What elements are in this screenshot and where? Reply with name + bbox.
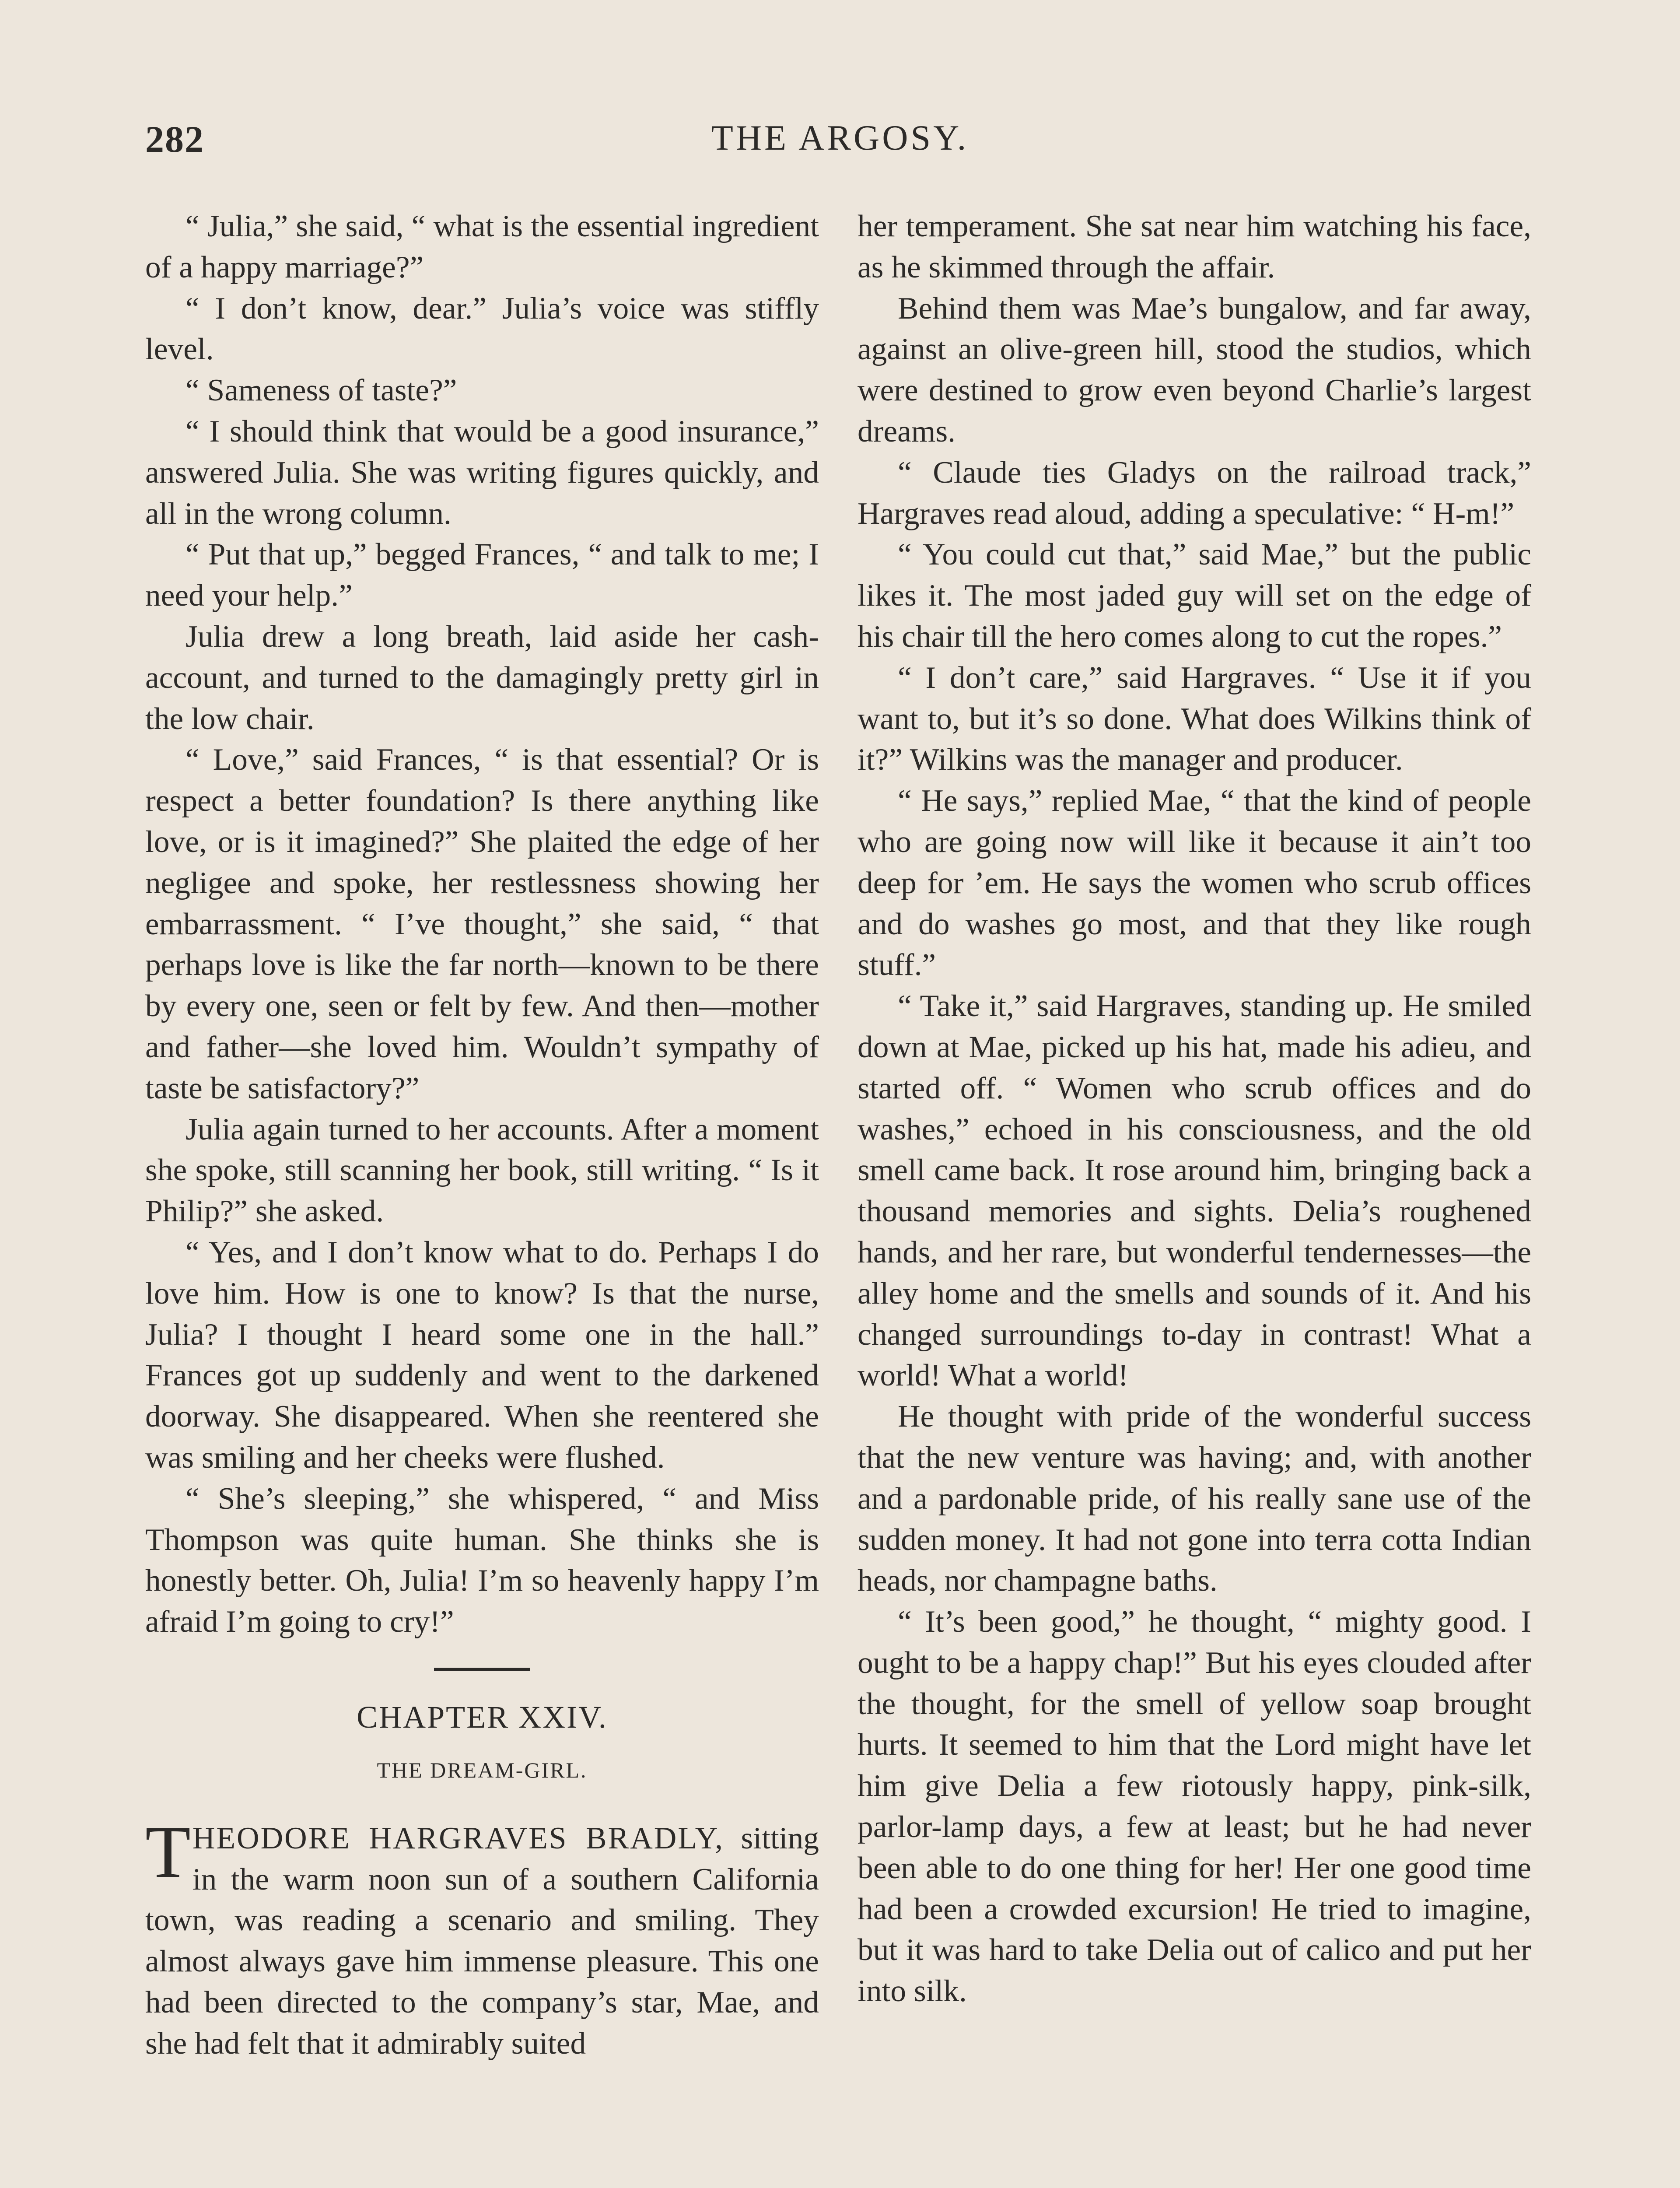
paragraph: “ I don’t know, dear.” Julia’s voice was stiffly level. (145, 291, 819, 367)
paragraph: her temperament. She sat near him watching his face, as he skimmed through the affair. (858, 209, 1531, 284)
opening-small-caps: HEODORE HARGRAVES BRADLY, (192, 1820, 724, 1855)
paragraph: “ Put that up,” begged Frances, “ and talk to me; I need your help.” (145, 537, 819, 613)
left-column (145, 206, 819, 2064)
paragraph: Behind them was Mae’s bungalow, and far away, against an olive-green hill, stood the studios, which were destined to grow even beyond Charlie’s largest dreams. (858, 291, 1531, 449)
paragraph: “ Sameness of taste?” (186, 373, 457, 408)
paragraph: “ Love,” said Frances, “ is that essential? Or is respect a better foundation? Is there anything like love, or is it imagined?” She plaited the edge of her negligee and spoke, her restlessness showing her embarrassment. “ I’ve thought,” she said, “ that perhaps love is like the far north—known to be there by every one, seen or felt by few. And then—mother and father—she loved him. Wouldn’t sympathy of taste be satisfactory?” (145, 742, 819, 1105)
paragraph: “ You could cut that,” said Mae,” but the public likes it. The most jaded guy will set on the edge of his chair till the hero comes along to cut the ropes.” (858, 537, 1531, 654)
paragraph: “ She’s sleeping,” she whispered, “ and Miss Thompson was quite human. She thinks she is honestly better. Oh, Julia! I’m so heavenly happy I’m afraid I’m going to cry!” (145, 1481, 819, 1639)
paragraph: “ He says,” replied Mae, “ that the kind of people who are going now will like it because it ain’t too deep for ’em. He says the women who scrub offices and do washes go most, and that they like rough stuff.” (858, 783, 1531, 982)
drop-cap: T (145, 1810, 191, 1893)
page-number: 282 (145, 118, 204, 160)
paragraph: “ Yes, and I don’t know what to do. Perhaps I do love him. How is one to know? Is that the nurse, Julia? I thought I heard some one in the hall.” Frances got up suddenly and went to the darkened doorway. She disappeared. When she reentered she was smiling and her cheeks were flushed. (145, 1234, 819, 1475)
paragraph: He thought with pride of the wonderful success that the new venture was having; and, with another and a pardonable pride, of his really sane use of the sudden money. It had not gone into terra cotta Indian heads, nor champagne baths. (858, 1399, 1531, 1598)
chapter-subtitle: THE DREAM-GIRL. (377, 1757, 588, 1782)
chapter-opening-paragraph (145, 1810, 819, 2064)
right-column (858, 206, 1531, 2012)
paragraph: “ Julia,” she said, “ what is the essential ingredient of a happy marriage?” (145, 209, 819, 284)
paragraph: Julia again turned to her accounts. After a moment she spoke, still scanning her book, still writing. “ Is it Philip?” she asked. (145, 1112, 819, 1229)
paragraph: “ Claude ties Gladys on the railroad track,” Hargraves read aloud, adding a speculative: “ H-m!” (858, 455, 1531, 531)
chapter-title: CHAPTER XXIV. (357, 1699, 608, 1735)
page-header (145, 117, 1535, 187)
paragraph: Julia drew a long breath, laid aside her cash-account, and turned to the damagingly pretty girl in the low chair. (145, 619, 819, 736)
section-divider (434, 1668, 530, 1671)
paragraph: “ I don’t care,” said Hargraves. “ Use it if you want to, but it’s so done. What does Wilkins think of it?” Wilkins was the manager and producer. (858, 660, 1531, 777)
paragraph: “ Take it,” said Hargraves, standing up. He smiled down at Mae, picked up his hat, made his adieu, and started off. “ Women who scrub offices and do washes,” echoed in his consciousness, and the old smell came back. It rose around him, bringing back a thousand memories and sights. Delia’s roughened hands, and her rare, but wonderful tendernesses—the alley home and the smells and sounds of it. And his changed surroundings to-day in contrast! What a world! What a world! (858, 989, 1531, 1393)
opening-text: sitting in the warm noon sun of a southern California town, was reading a scenario and smiling. They almost always gave him immense pleasure. This one had been directed to the company’s star, Mae, and she had felt that it admirably suited (145, 1820, 819, 2061)
paragraph: “ I should think that would be a good insurance,” answered Julia. She was writing figures quickly, and all in the wrong column. (145, 414, 819, 531)
running-title: THE ARGOSY. (711, 118, 969, 158)
paragraph: “ It’s been good,” he thought, “ mighty good. I ought to be a happy chap!” But his eyes clouded after the thought, for the smell of yellow soap brought hurts. It seemed to him that the Lord might have let him give Delia a few riotously happy, pink-silk, parlor-lamp days, a few at least; but he had never been able to do one thing for her! Her one good time had been a crowded excursion! He tried to imagine, but it was hard to take Delia out of calico and put her into silk. (858, 1604, 1531, 2009)
